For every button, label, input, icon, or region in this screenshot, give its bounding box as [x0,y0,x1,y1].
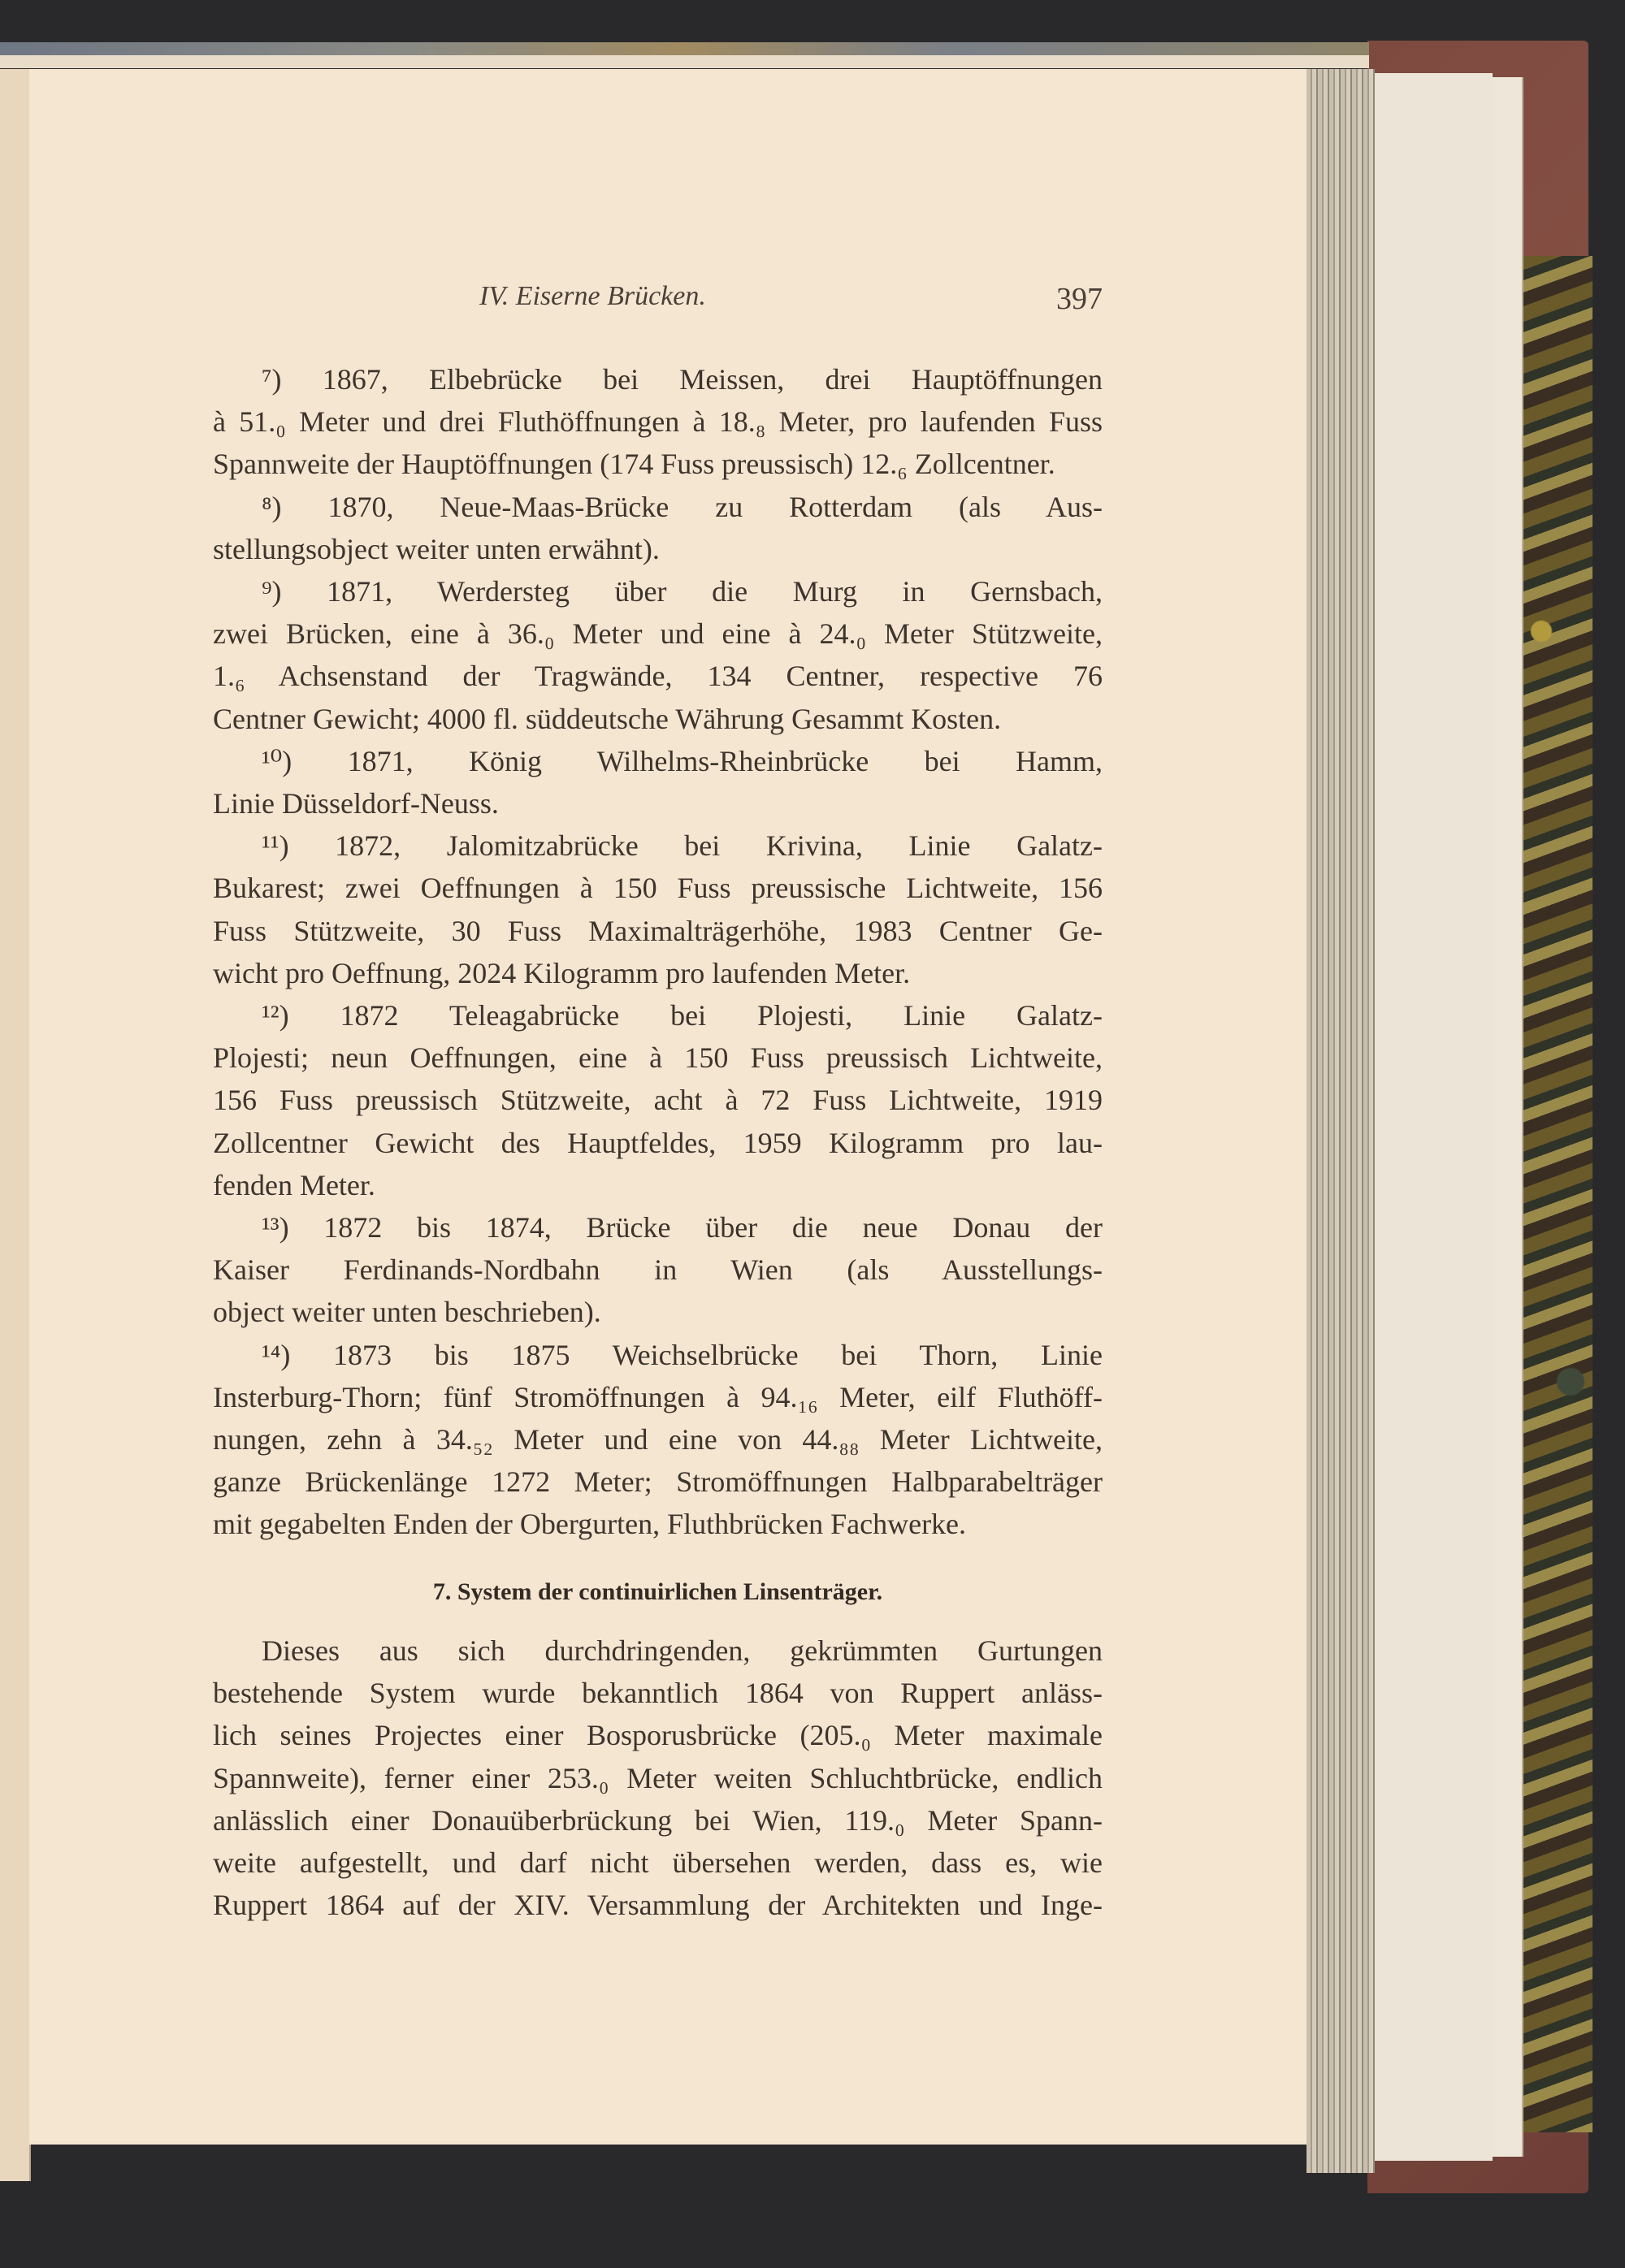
text-line: bestehende System wurde bekanntlich 1864 von Ruppert anläss- [213,1677,1103,1710]
text-line: anlässlich einer Donauüberbrückung bei Wien, 119.₀ Meter Spann- [213,1803,1103,1837]
section-heading: 7. System der continuirlichen Linsenträger. [432,1578,883,1605]
left-page-edge [0,69,31,2181]
text-line: object weiter unten beschrieben). [213,1296,601,1329]
text-line: ⁷) 1867, Elbebrücke bei Meissen, drei Hauptöffnungen [262,363,1103,396]
text-line: fenden Meter. [213,1168,375,1201]
text-line: ¹⁰) 1871, König Wilhelms-Rheinbrücke bei Hamm, [262,744,1103,777]
inserted-leaf [1373,73,1493,2161]
text-line: 156 Fuss preussisch Stützweite, acht à 72 Fuss Lichtweite, 1919 [213,1084,1103,1117]
text-line: Bukarest; zwei Oeffnungen à 150 Fuss preussische Lichtweite, 156 [213,872,1103,905]
text-line: weite aufgestellt, und darf nicht übersehen werden, dass es, wie [213,1846,1103,1879]
text-line: ¹⁴) 1873 bis 1875 Weichselbrücke bei Thorn, Linie [262,1338,1103,1371]
page-number: 397 [1056,282,1103,316]
text-line: stellungsobject weiter unten erwähnt). [213,532,660,565]
text-line: zwei Brücken, eine à 36.₀ Meter und eine à 24.₀ Meter Stützweite, [213,617,1103,651]
text-line: ⁸) 1870, Neue-Maas-Brücke zu Rotterdam (als Aus- [262,490,1103,523]
text-line: Fuss Stützweite, 30 Fuss Maximalträgerhöhe, 1983 Centner Ge- [213,914,1103,947]
text-line: wicht pro Oeffnung, 2024 Kilogramm pro laufenden Meter. [213,956,911,989]
page-stack-edge [1306,69,1375,2173]
text-line: ¹¹) 1872, Jalomitzabrücke bei Krivina, Linie Galatz- [262,829,1103,863]
text-line: ⁹) 1871, Werdersteg über die Murg in Gernsbach, [262,575,1103,608]
text-line: nungen, zehn à 34.₅₂ Meter und eine von 44.₈₈ Meter Lichtweite, [213,1423,1103,1456]
text-line: Ruppert 1864 auf der XIV. Versammlung der Architekten und Inge- [213,1889,1103,1922]
text-line: mit gegabelten Enden der Obergurten, Fluthbrücken Fachwerke. [213,1508,967,1541]
text-line: ¹³) 1872 bis 1874, Brücke über die neue Donau der [262,1211,1103,1244]
text-line: Spannweite der Hauptöffnungen (174 Fuss preussisch) 12.₆ Zollcentner. [213,448,1055,481]
loose-leaf-edge [1489,77,1523,2157]
text-line: Kaiser Ferdinands-Nordbahn in Wien (als Ausstellungs- [213,1253,1103,1287]
text-line: Spannweite), ferner einer 253.₀ Meter weiten Schluchtbrücke, endlich [213,1761,1103,1794]
text-line: ¹²) 1872 Teleagabrücke bei Plojesti, Linie Galatz- [262,999,1103,1032]
text-line: Insterburg-Thorn; fünf Stromöffnungen à 94.₁₆ Meter, eilf Fluthöff- [213,1380,1103,1413]
text-line: ganze Brückenlänge 1272 Meter; Stromöffnungen Halbparabelträger [213,1465,1103,1499]
text-line: à 51.₀ Meter und drei Fluthöffnungen à 18.₈ Meter, pro laufenden Fuss [213,405,1103,439]
text-line: 1.₆ Achsenstand der Tragwände, 134 Centner, respective 76 [213,660,1103,693]
text-line: Dieses aus sich durchdringenden, gekrümmten Gurtungen [262,1634,1103,1667]
text-line: Zollcentner Gewicht des Hauptfeldes, 1959 Kilogramm pro lau- [213,1126,1103,1159]
marbled-cover-edge [1519,256,1592,2132]
top-page-strip [0,55,1369,68]
running-title: IV. Eiserne Brücken. [479,281,706,311]
text-line: Linie Düsseldorf-Neuss. [213,787,499,820]
text-line: Centner Gewicht; 4000 fl. süddeutsche Währung Gesammt Kosten. [213,702,1002,735]
text-line: Plojesti; neun Oeffnungen, eine à 150 Fuss preussisch Lichtweite, [213,1041,1103,1075]
text-line: lich seines Projectes einer Bosporusbrücke (205.₀ Meter maximale [213,1719,1103,1752]
